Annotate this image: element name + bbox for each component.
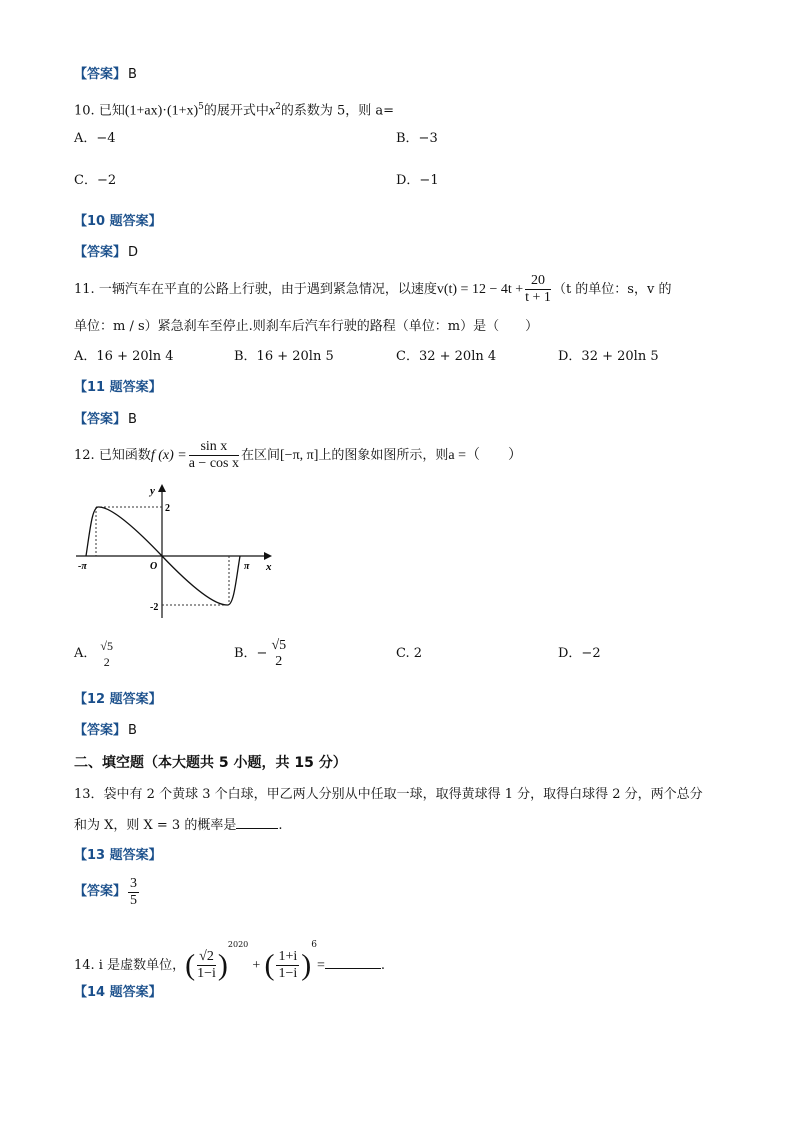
option-a: A．16 + 20ln 4 <box>74 349 174 364</box>
question-text: 已知 <box>98 103 125 119</box>
answer-tag: 【答案】 <box>74 412 127 427</box>
question-text: （t 的单位：s，v 的 <box>552 282 672 297</box>
interval: [−π, π] <box>280 448 319 463</box>
option-c: C．32 + 20ln 4 <box>396 349 497 364</box>
x-axis-label: x <box>266 561 272 573</box>
answer-key-label: 【12 题答案】 <box>74 692 162 707</box>
option-b: B．16 + 20ln 5 <box>234 349 334 364</box>
y-min-label: -2 <box>150 602 159 613</box>
option-c: C．−2 <box>74 173 117 188</box>
x-max-label: π <box>244 561 250 572</box>
answer-line-13 <box>74 872 141 913</box>
origin-label: O <box>150 561 158 572</box>
question-13-line2: 和为 X，则 X = 3 的概率是 . <box>74 818 283 833</box>
option-b: B．− √5 2 <box>234 637 287 669</box>
answer-tag: 【答案】 <box>74 67 127 82</box>
answer-key-label: 【11 题答案】 <box>74 380 162 395</box>
math-expression: v(t) = 12 − 4t + <box>436 282 524 297</box>
question-text: 的系数为 5，则 a= <box>280 103 395 119</box>
answer-value: D <box>128 245 139 260</box>
x-min-label: -π <box>78 561 87 572</box>
option-a: A． √5 2 <box>74 638 113 669</box>
question-text: 已知函数 <box>98 448 151 463</box>
math-expression: f (x) = <box>150 448 187 463</box>
section-heading: 二、填空题（本大题共 5 小题，共 15 分） <box>74 755 347 771</box>
question-text: 上的图象如图所示，则 <box>318 448 449 463</box>
answer-line-10 <box>74 244 138 262</box>
option-d: D．−2 <box>558 646 601 661</box>
question-10 <box>74 98 394 120</box>
answer-blank <box>236 816 278 829</box>
question-text: a =（ ） <box>448 448 522 463</box>
exponent: 2 <box>275 102 281 112</box>
answer-key-13 <box>74 847 162 865</box>
option-a: A．−4 <box>74 131 116 146</box>
answer-tag: 【答案】 <box>74 723 127 738</box>
question-number: 11. <box>74 282 95 297</box>
answer-key-label: 【10 题答案】 <box>74 214 162 229</box>
exponent: 6 <box>311 940 317 950</box>
answer-blank <box>325 956 381 969</box>
question-text: 一辆汽车在平直的公路上行驶，由于遇到紧急情况，以速度 <box>98 282 437 297</box>
question-14: 14. i 是虚数单位，( $\frac{√2}{1-i}$ )$^{2020}$ + ( $\frac{1+i}{1-i}$ )$^6$= . <box>74 940 386 982</box>
answer-key-10 <box>74 213 162 231</box>
function-graph <box>72 480 282 620</box>
math-expression: (1+ax)·(1+x) <box>124 103 199 119</box>
y-axis-arrow-icon <box>158 484 166 492</box>
question-13: 13．袋中有 2 个黄球 3 个白球，甲乙两人分别从中任取一球，取得黄球得 1 分，取得白球得 2 分，两个总分 <box>74 787 703 802</box>
fraction: $\frac{20}{t + 1}$ <box>525 273 551 305</box>
answer-line-12 <box>74 722 137 740</box>
question-number: 12. <box>74 448 95 463</box>
fraction: $\frac{√2}{1-i}$ <box>197 949 216 981</box>
option-b: B．−3 <box>396 131 438 146</box>
answer-tag: 【答案】 <box>74 884 127 899</box>
answer-value: B <box>128 67 137 82</box>
answer-key-label: 【13 题答案】 <box>74 848 162 863</box>
question-11-line2: 单位：m / s）紧急刹车至停止.则刹车后汽车行驶的路程（单位：m）是（ ） <box>74 319 539 334</box>
question-12 <box>74 438 522 474</box>
exponent: 2020 <box>227 940 249 949</box>
y-axis-label: y <box>150 485 155 497</box>
question-text: 14. i 是虚数单位， <box>74 958 186 973</box>
option-d: D．−1 <box>396 173 439 188</box>
exponent: 5 <box>198 102 204 112</box>
answer-value: B <box>128 723 137 738</box>
answer-key-11 <box>74 379 162 397</box>
math-variable: x <box>268 103 276 119</box>
answer-key-12 <box>74 691 162 709</box>
fraction: $\frac{\text{sin x}}{\text{a − cos x}}$ <box>188 439 239 471</box>
answer-line-9 <box>74 66 137 84</box>
answer-tag: 【答案】 <box>74 245 127 260</box>
option-d: D．32 + 20ln 5 <box>558 349 659 364</box>
answer-line-11 <box>74 411 137 429</box>
question-number: 10. <box>74 103 95 119</box>
y-max-label: 2 <box>165 503 170 514</box>
answer-value: B <box>128 412 137 427</box>
answer-key-14 <box>74 984 162 1002</box>
option-c: C. 2 <box>396 646 423 661</box>
answer-key-label: 【14 题答案】 <box>74 985 162 1000</box>
x-axis-arrow-icon <box>264 552 272 560</box>
question-text: 在区间 <box>241 448 281 463</box>
question-11 <box>74 272 671 308</box>
answer-fraction: $\frac{3}{5}$ <box>130 875 138 908</box>
fraction: $\frac{1+i}{1-i}$ <box>278 949 298 981</box>
question-text: 的展开式中 <box>203 103 269 119</box>
